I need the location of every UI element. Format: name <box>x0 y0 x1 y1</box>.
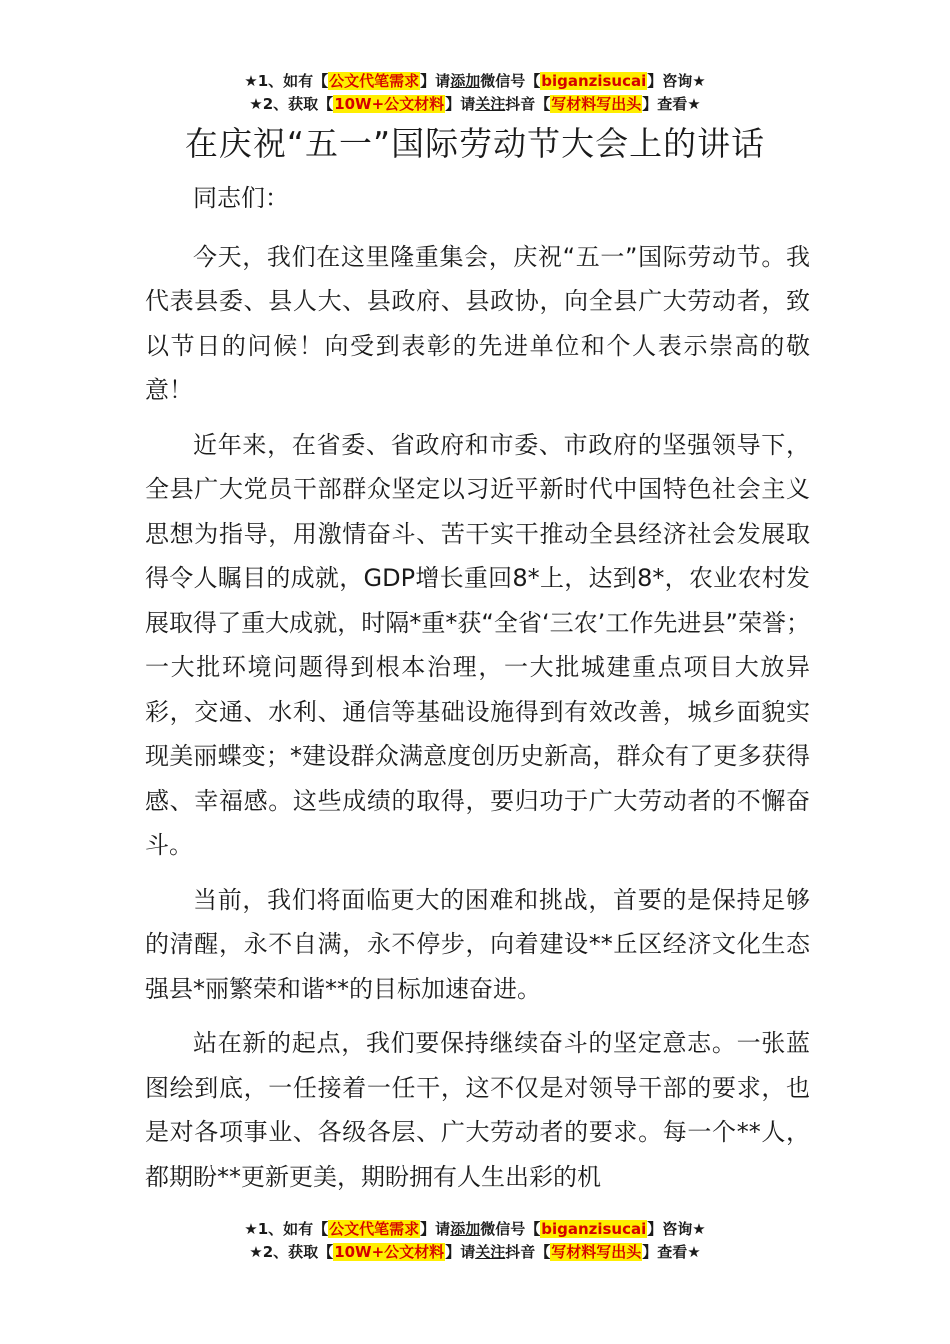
header-banner <box>0 70 950 116</box>
banner-text: 】查看★ <box>642 95 701 113</box>
banner-text: ★2、获取【 <box>249 95 334 113</box>
highlight-wechat-id: biganzisucai <box>541 72 647 90</box>
banner-text: 微信号【 <box>480 72 541 90</box>
banner-text: 】咨询★ <box>647 1220 706 1238</box>
highlight-service: 公文代笔需求 <box>329 72 420 90</box>
paragraph: 今天，我们在这里隆重集会，庆祝“五一”国际劳动节。我代表县委、县人大、县政府、县政协，向全县广大劳动者，致以节日的问候！向受到表彰的先进单位和个人表示崇高的敬意！ <box>145 242 810 404</box>
highlight-service: 公文代笔需求 <box>329 1220 420 1238</box>
banner-text: 关注 <box>475 1243 506 1261</box>
footer-banner <box>0 1218 950 1264</box>
banner-text: 抖音【 <box>505 95 551 113</box>
banner-text: 添加 <box>450 1220 481 1238</box>
banner-text: 】咨询★ <box>647 72 706 90</box>
banner-text: 】查看★ <box>642 1243 701 1261</box>
paragraph: 站在新的起点，我们要保持继续奋斗的坚定意志。一张蓝图绘到底，一任接着一任干，这不仅是对领导干部的要求，也是对各项事业、各级各层、广大劳动者的要求。每一个**人，都期盼**更新更美，期盼拥有人生出彩的机 <box>145 1029 810 1191</box>
highlight-materials: 10W+公文材料 <box>334 95 445 113</box>
banner-line-1 <box>0 70 950 93</box>
highlight-douyin-id: 写材料写出头 <box>551 1243 642 1261</box>
banner-text: 】请 <box>445 95 476 113</box>
document-body <box>145 176 810 1209</box>
banner-text: 抖音【 <box>505 1243 551 1261</box>
banner-text: ★1、如有【 <box>244 1220 329 1238</box>
banner-text: ★2、获取【 <box>249 1243 334 1261</box>
greeting: 同志们： <box>193 184 289 212</box>
banner-text: 添加 <box>450 72 481 90</box>
highlight-materials: 10W+公文材料 <box>334 1243 445 1261</box>
banner-line-2 <box>0 93 950 116</box>
highlight-wechat-id: biganzisucai <box>541 1220 647 1238</box>
highlight-douyin-id: 写材料写出头 <box>551 95 642 113</box>
banner-text: 关注 <box>475 95 506 113</box>
banner-text: ★1、如有【 <box>244 72 329 90</box>
paragraph: 近年来，在省委、省政府和市委、市政府的坚强领导下，全县广大党员干部群众坚定以习近平新时代中国特色社会主义思想为指导，用激情奋斗、苦干实干推动全县经济社会发展取得令人瞩目的成就，GDP增长重回8*上，达到8*，农业农村发展取得了重大成就，时隔*重*获“全省‘三农’工作先进县”荣誉；一大批环境问题得到根本治理，一大批城建重点项目大放异彩，交通、水利、通信等基础设施得到有效改善，城乡面貌实现美丽蝶变；*建设群众满意度创历史新高，群众有了更多获得感、幸福感。这些成绩的取得，要归功于广大劳动者的不懈奋斗。 <box>145 430 810 859</box>
banner-line-1 <box>0 1218 950 1241</box>
banner-text: 】请 <box>420 72 451 90</box>
paragraph: 当前，我们将面临更大的困难和挑战，首要的是保持足够的清醒，永不自满，永不停步，向着建设**丘区经济文化生态强县*丽繁荣和谐**的目标加速奋进。 <box>145 885 810 1003</box>
banner-text: 】请 <box>445 1243 476 1261</box>
banner-text: 】请 <box>420 1220 451 1238</box>
banner-text: 微信号【 <box>480 1220 541 1238</box>
document-title: 在庆祝“五一”国际劳动节大会上的讲话 <box>184 124 766 163</box>
banner-line-2 <box>0 1241 950 1264</box>
